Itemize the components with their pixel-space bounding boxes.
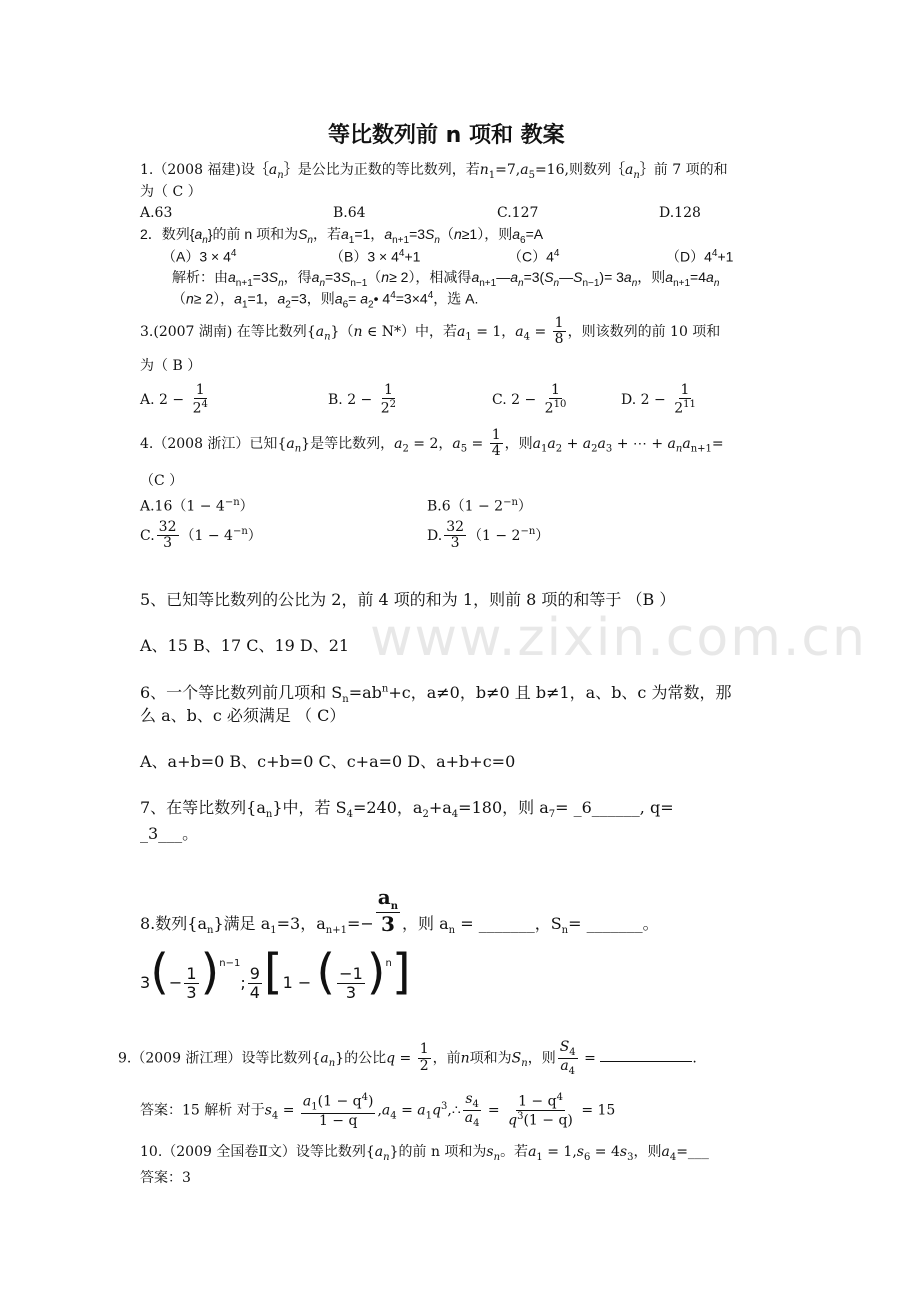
q2-solution-line2: （n≥ 2），$a_1=1$，$a_2=3$，则$a_6=$ $a_2•$ $4^4=3\times 4^4$，选 A.	[172, 290, 479, 311]
q6-options: A、a+b=0 B、c+b=0 C、c+a=0 D、a+b+c=0	[140, 752, 516, 771]
q10-answer: 答案：3	[140, 1170, 191, 1186]
watermark: www.zixin.com.cn	[370, 608, 867, 668]
page-title: 等比数列前 n 项和 教案	[328, 123, 565, 148]
q4-option-b: $B.6(1 - 2^{-n})$	[427, 497, 532, 515]
q2-option-d: $(D)4^4+1$	[666, 248, 734, 265]
q1-stem: 1.（2008 福建)设$\{a_n\}$是公比为正数的等比数列，若$n_1=7,a_5=16$,则数列$\{a_n\}$前 7 项的和	[140, 162, 728, 181]
q10-stem: 10.（2009 全国卷Ⅱ文）设等比数列$\{a_n\}$的前 n 项和为$s_n$。若$a_1 = 1,s_6 = 4s_3$，则$a_4=\_\_\_$	[140, 1144, 709, 1163]
q4-answer-line: （C ）	[140, 473, 184, 489]
q1-option-d: D.128	[659, 205, 701, 221]
q3-option-a: A. 2 − $\frac{1}{2^4}$	[140, 382, 208, 418]
q4-option-a: $A.16(1 - 4^{-n})$	[140, 497, 254, 515]
q1-option-a: A.63	[140, 205, 173, 221]
q5-options: A、15 B、17 C、19 D、21	[140, 636, 350, 655]
q3-option-d: D. 2 − $\frac{1}{2^{11}}$	[621, 382, 696, 418]
q8-stem: 8.数列$\{a_n\}$满足 $a_1=3$，$a_{n+1}=-$ $\frac{a_n}{3}$ ，则 $a_n$ = _______，$S_n=$ _______。	[140, 885, 659, 937]
q2-solution-line1: 解析：由$a_{n+1}=3S_n$，得$a_n=3S_{n-1}(n\ge 2)$，相减得$a_{n+1}—a_n=3(S_n—S_{n-1})= 3a_n$，则$a_{n+1}=4a_n$	[172, 269, 720, 289]
q3-stem: 3.(2007 湖南) 在等比数列$\{a_n\}(n$ ∈ N*）中，若$a_1 = 1$，$a_4$ = $\frac{1}{8}$ ，则该数列的前 10 项和	[140, 315, 721, 348]
q2-option-a: $(A)3 \times 4^4$	[162, 248, 237, 265]
q1-answer-line: 为（ C ）	[140, 184, 202, 200]
q1-option-b: B.64	[333, 205, 366, 221]
q3-answer-line: 为（ B ）	[140, 358, 202, 374]
q1-option-c: C.127	[497, 205, 539, 221]
q7-stem-line1: 7、在等比数列$\{a_n\}$中，若 $S_4=240$，$a_2+a_4=180$，则 $a_7=$ _6______, q=	[140, 798, 674, 821]
q2-option-c: $(C)4^4$	[508, 248, 560, 265]
q3-option-c: C. 2 − $\frac{1}{2^{10}}$	[492, 382, 567, 418]
q4-option-c: C. $\frac{32}{3}$ $(1 - 4^{-n})$	[140, 519, 262, 552]
q3-option-b: B. 2 − $\frac{1}{2^2}$	[328, 382, 397, 418]
q4-stem: 4.（2008 浙江）已知$\{a_n\}$是等比数列，$a_2 = 2$，$a_5$ = $\frac{1}{4}$ ，则$a_1a_2 + a_2a_3$ + ⋯ + $a_na_{n+1}=$	[140, 427, 724, 460]
q5-stem: 5、已知等比数列的公比为 2，前 4 项的和为 1，则前 8 项的和等于 （B ）	[140, 590, 676, 609]
q2-option-b: $(B)3 \times 4^4+1$	[330, 248, 421, 265]
q8-answer: 3(− $\frac{1}{3}$ )$^{n-1}$; $\frac{9}{4}$ [1 − ( $\frac{-1}{3}$ )$^n$]	[140, 944, 411, 1002]
q6-stem-line1: 6、一个等比数列前几项和 $S_n=ab^n+c$，a≠0，b≠0 且 b≠1，a、b、c 为常数，那	[140, 683, 732, 706]
q9-answer: 答案：15 解析 对于$s_4$ = $\frac{a_1(1 - q^4)}{1 - q}$ $,a_4$ = $a_1q^3,\therefore$ $\frac{s_4}{a_4}$ = $\frac{1 - q^4}{q^3(1 - q)}$ = 15	[140, 1091, 616, 1129]
q7-stem-line2: _3___。	[140, 824, 199, 843]
q2-stem: 2．数列$\{a_n\}$的前 n 项和为$S_n$，若$a_1=1$，$a_{n+1}=3S_n(n\ge 1)$，则$a_6=A$	[140, 226, 544, 246]
q9-stem: 9.（2009 浙江理）设等比数列$\{a_n\}$的公比q = $\frac{1}{2}$ ，前n项和为$S_n$，则 $\frac{S_4}{a_4}$ = .	[118, 1039, 697, 1077]
q4-option-d: D. $\frac{32}{3}$ $(1 - 2^{-n})$	[427, 519, 550, 552]
q6-stem-line2: 么 a、b、c 必须满足 （ C）	[140, 706, 346, 725]
